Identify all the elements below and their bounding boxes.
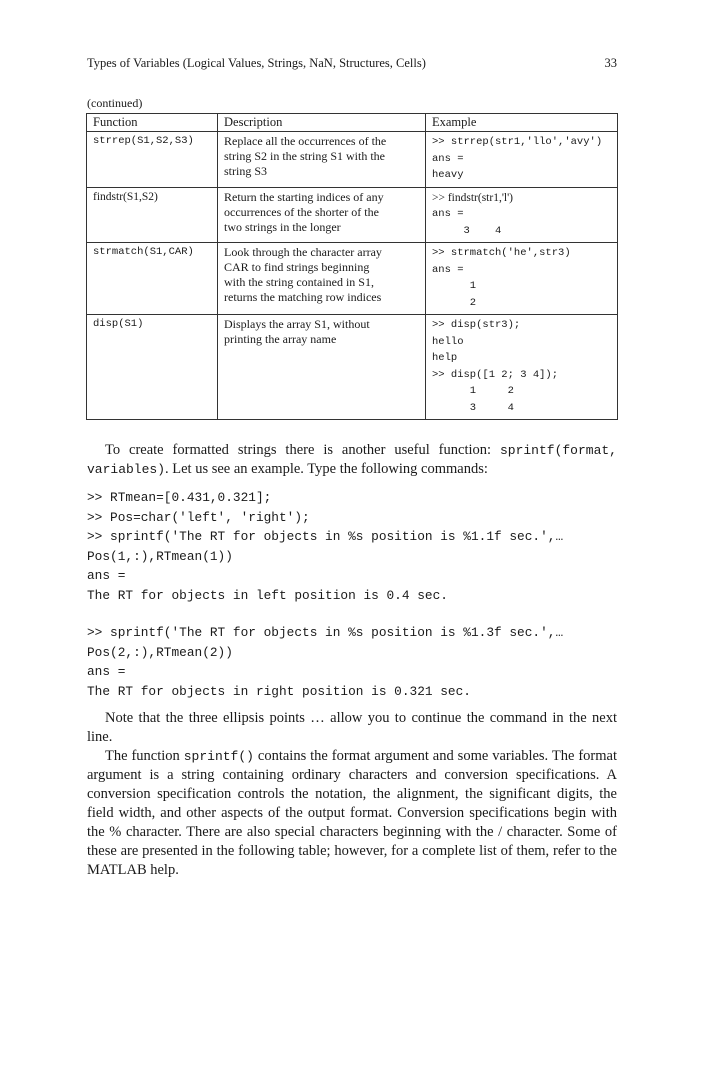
page-number: 33 [604,56,617,70]
description-line: Return the starting indices of any [224,189,384,204]
example-line: >> strmatch('he',str3) [432,247,571,259]
description-cell [218,132,426,188]
example-cell [426,132,618,188]
function-cell: strmatch(S1,CAR) [87,243,218,315]
description-line: with the string contained in S1, [224,275,374,289]
code-line: >> sprintf('The RT for objects in %s position is %1.1f sec.',… [87,529,564,544]
code-line: >> Pos=char('left', 'right'); [87,509,310,525]
example-cell [426,243,618,315]
table-row [87,315,618,420]
code-line: The RT for objects in left position is 0.4 sec. [87,587,448,603]
code-block [87,488,627,605]
description-cell [218,315,426,420]
code-line: ans = [87,568,126,583]
column-header-description: Description [218,114,426,132]
function-table [86,113,618,420]
code-block [87,623,627,701]
column-header-function: Function [87,114,218,132]
table-header-row [87,114,618,132]
running-title: Types of Variables (Logical Values, Strings, NaN, Structures, Cells) [87,56,426,70]
example-line: 2 [432,296,477,309]
code-line: Pos(1,:),RTmean(1)) [87,548,233,564]
inline-code: variables) [87,462,166,477]
description-line: Replace all the occurrences of the [224,134,387,148]
example-line: hello [432,335,464,348]
table-row [87,243,618,315]
paragraph-sprintf-intro [87,441,617,479]
code-line: Pos(2,:),RTmean(2)) [87,644,233,660]
description-line: occurrences of the shorter of the [224,204,379,219]
description-line: printing the array name [224,332,337,346]
inline-code: sprintf() [183,749,254,764]
description-line: Displays the array S1, without [224,317,370,331]
example-line: ans = [432,263,464,276]
example-line: ans = [432,152,464,165]
description-line: string S3 [224,164,268,178]
description-line: Look through the character array [224,245,382,259]
example-cell [426,315,618,420]
function-cell: disp(S1) [87,315,218,420]
paragraph-text: . Let us see an example. Type the following commands: [165,461,488,477]
description-line: returns the matching row indices [224,290,382,304]
running-header [87,56,617,74]
example-line: 1 2 [432,385,514,397]
code-line: >> sprintf('The RT for objects in %s position is %1.3f sec.',… [87,625,564,640]
example-line: >> disp(str3); [432,319,521,331]
column-header-example: Example [426,114,618,132]
paragraph-ellipsis-note: Note that the three ellipsis points … allow you to continue the command in the next line. [87,710,617,745]
paragraph-format-argument [87,747,617,880]
example-line: 3 4 [432,401,514,414]
description-line: string S2 in the string S1 with the [224,149,386,163]
function-cell: findstr(S1,S2) [87,187,218,243]
example-line: heavy [432,169,464,181]
example-cell [426,187,618,243]
description-line: CAR to find strings beginning [224,260,370,274]
example-line: ans = [432,208,464,220]
code-line: >> RTmean=[0.431,0.321]; [87,490,272,505]
example-line: >> findstr(str1,'l') [432,191,513,204]
paragraph-text: The function [105,748,184,764]
example-line: help [432,352,458,364]
inline-code: sprintf(format, [499,443,617,458]
description-cell [218,187,426,243]
function-cell: strrep(S1,S2,S3) [87,132,218,188]
example-line: >> strrep(str1,'llo','avy') [432,136,603,148]
table-row [87,187,618,243]
paragraph-text: contains the format argument and some variables. The format argument is a string containing ordinary characters and conversion specifications. A conversion specification controls the notation, the alignment, the significant digits, the field width, and other aspects of the output format. Conversion specifications begin with the % character. There are also special characters beginning with the / character. Some of these are presented in the following table; however, for a complete list of them, refer to the MATLAB help. [87,748,617,878]
description-cell [218,243,426,315]
table-row [87,132,618,188]
example-line: 3 4 [432,224,502,237]
paragraph-text: To create formatted strings there is another useful function: [105,442,500,458]
table-continued-label: (continued) [87,96,143,110]
body-text-block [87,709,617,880]
code-line: The RT for objects in right position is 0.321 sec. [87,683,471,699]
description-line: two strings in the longer [224,219,341,234]
code-line: ans = [87,664,126,679]
example-line: 1 [432,280,477,292]
example-line: >> disp([1 2; 3 4]); [432,368,559,381]
